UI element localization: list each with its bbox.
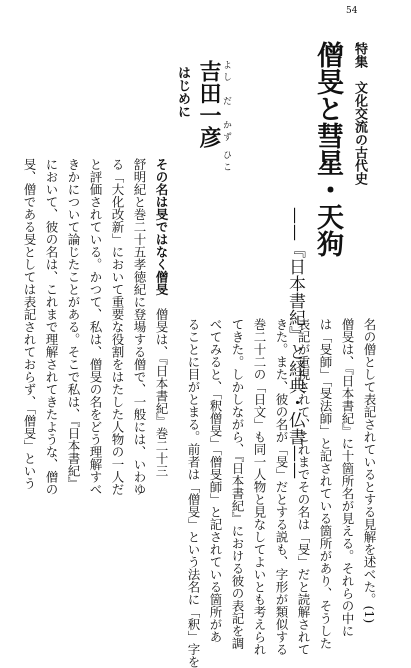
text-line: 表記が重視されて、これまでその名は「旻」だと読解されて	[296, 318, 311, 656]
article-title: 僧旻と彗星・天狗	[312, 41, 343, 257]
right-text-block	[182, 318, 380, 668]
article-subtitle: ——『日本書紀』と経典・仏書——	[285, 207, 305, 479]
text-line: 巻二十二の「日文」も同一人物と見なしてよいとも考えられ	[252, 318, 267, 656]
text-line: べてみると、「釈僧旻」「僧旻師」と記されている箇所があ	[208, 318, 223, 643]
inline-heading: その名は旻ではなく僧旻	[154, 158, 169, 296]
text-line: ることに目がとまる。前者は「僧旻」という法名に「釈」字を	[186, 318, 201, 668]
text-line: きかについて論じたことがある。そこで私は、『日本書紀』	[66, 158, 81, 490]
text-line: 舒明紀と巻二十五孝徳紀に登場する僧で、一般には、いわゆ	[132, 158, 147, 496]
page-number: 54	[346, 6, 358, 16]
text-line: において、彼の名は、これまで理解されてきたような、僧の	[44, 158, 59, 496]
series-label: 特集 文化交流の古代史	[352, 42, 367, 185]
text-line: きた。また、彼の名が「旻」だとする説も、字形が類似する	[274, 318, 289, 656]
text-line: てきた。しかしながら、『日本書紀』における彼の表記を調	[230, 318, 245, 650]
section-heading: はじめに	[175, 66, 190, 118]
left-text-block	[18, 158, 172, 496]
author-reading: よし だ かず ひこ	[221, 60, 231, 174]
text-line: と評価されている。かつて、私は、僧旻の名をどう理解すべ	[88, 158, 103, 496]
author-name: 吉田一彦	[196, 60, 222, 148]
text-line: 旻、僧である旻としては表記されておらず、「僧旻」という	[22, 158, 37, 490]
text-line: る「大化改新」において重要な役割をはたした人物の一人だ	[110, 158, 125, 496]
text-line: 僧旻は、『日本書紀』に十箇所名が見える。それらの中に	[340, 318, 355, 637]
text-line: その名は旻ではなく僧旻 僧旻は、『日本書紀』巻二十三	[154, 158, 169, 477]
text-line: 名の僧として表記されているとする見解を述べた。(1)	[362, 318, 377, 624]
text-line: は「旻師」「旻法師」と記されている箇所があり、そうした	[318, 318, 333, 650]
